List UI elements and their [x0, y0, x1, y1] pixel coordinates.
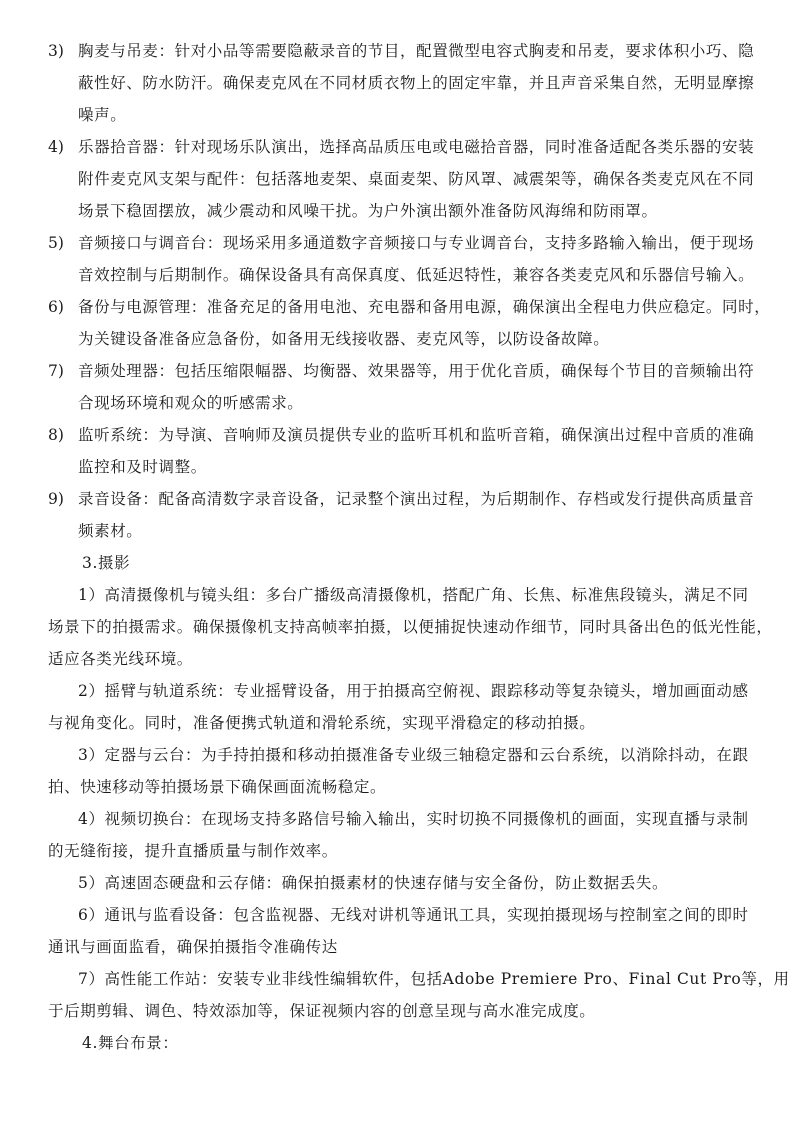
photography-paragraph [0, 803, 793, 867]
list-number: 3) [48, 42, 64, 60]
text-line: 6）通讯与监看设备：包含监视器、无线对讲机等通讯工具，实现拍摄现场与控制室之间的即时 [78, 906, 749, 924]
text-line: 场景下的拍摄需求。确保摄像机支持高帧率拍摄，以便捕捉快速动作细节，同时具备出色的低光性能， [48, 618, 773, 636]
heading-text: 3.摄影 [82, 554, 131, 572]
list-number: 6) [48, 298, 64, 316]
audio-list-item [0, 35, 793, 131]
text-line: 4）视频切换台：在现场支持多路信号输入输出，实时切换不同摄像机的画面，实现直播与录制 [78, 810, 749, 828]
text-line: 蔽性好、防水防汗。确保麦克风在不同材质衣物上的固定牢靠，并且声音采集自然，无明显摩擦 [78, 74, 755, 92]
text-line: 音效控制与后期制作。确保设备具有高保真度、低延迟特性，兼容各类麦克风和乐器信号输入。 [78, 266, 755, 284]
photography-paragraph [0, 899, 793, 963]
audio-list-item [0, 483, 793, 547]
text-line: 频素材。 [78, 522, 143, 540]
document-page [0, 35, 793, 1059]
photography-paragraph [0, 739, 793, 803]
section-heading-stage [0, 1027, 793, 1059]
text-line: 于后期剪辑、调色、特效添加等，保证视频内容的创意呈现与高水准完成度。 [48, 1002, 596, 1020]
section-heading-photography [0, 547, 793, 579]
text-line: 胸麦与吊麦：针对小品等需要隐蔽录音的节目，配置微型电容式胸麦和吊麦，要求体积小巧、隐 [78, 42, 755, 60]
text-line: 合现场环境和观众的听感需求。 [78, 394, 304, 412]
audio-list-item [0, 227, 793, 291]
text-line: 音频接口与调音台：现场采用多通道数字音频接口与专业调音台，支持多路输入输出，便于现场 [78, 234, 755, 252]
audio-list-item [0, 419, 793, 483]
text-line: 为关键设备准备应急备份，如备用无线接收器、麦克风等，以防设备故障。 [78, 330, 610, 348]
text-line: 适应各类光线环境。 [48, 650, 193, 668]
heading-text: 4.舞台布景： [82, 1034, 179, 1052]
photography-paragraph [0, 963, 793, 1027]
list-number: 5) [48, 234, 64, 252]
text-line: 3）定器与云台：为手持拍摄和移动拍摄准备专业级三轴稳定器和云台系统，以消除抖动，在跟 [78, 746, 749, 764]
text-line: 音频处理器：包括压缩限幅器、均衡器、效果器等，用于优化音质，确保每个节目的音频输出符 [78, 362, 755, 380]
text-line: 噪声。 [78, 106, 127, 124]
photography-paragraph [0, 867, 793, 899]
text-line: 场景下稳固摆放，减少震动和风噪干扰。为户外演出额外准备防风海绵和防雨罩。 [78, 202, 658, 220]
list-number: 4) [48, 138, 64, 156]
photography-paragraph [0, 579, 793, 675]
text-line: 的无缝衔接，提升直播质量与制作效率。 [48, 842, 338, 860]
text-line: 2）摇臂与轨道系统：专业摇臂设备，用于拍摄高空俯视、跟踪移动等复杂镜头，增加画面动感 [78, 682, 749, 700]
list-number: 8) [48, 426, 64, 444]
audio-list-item [0, 355, 793, 419]
list-number: 9) [48, 490, 64, 508]
text-line: 1）高清摄像机与镜头组：多台广播级高清摄像机，搭配广角、长焦、标准焦段镜头，满足不同 [78, 586, 749, 604]
text-line: 与视角变化。同时，准备便携式轨道和滑轮系统，实现平滑稳定的移动拍摄。 [48, 714, 596, 732]
text-line: 拍、快速移动等拍摄场景下确保画面流畅稳定。 [48, 778, 387, 796]
text-line: 备份与电源管理：准备充足的备用电池、充电器和备用电源，确保演出全程电力供应稳定。同时， [78, 298, 771, 316]
text-line: 附件麦克风支架与配件：包括落地麦架、桌面麦架、防风罩、减震架等，确保各类麦克风在不同 [78, 170, 755, 188]
text-line: 通讯与画面监看，确保拍摄指令准确传达 [48, 938, 338, 956]
text-line: 监控和及时调整。 [78, 458, 207, 476]
list-number: 7) [48, 362, 64, 380]
photography-paragraph [0, 675, 793, 739]
text-line: 7）高性能工作站：安装专业非线性编辑软件，包括Adobe Premiere Pro、Final Cut Pro等，用 [78, 970, 790, 988]
text-line: 录音设备：配备高清数字录音设备，记录整个演出过程，为后期制作、存档或发行提供高质量音 [78, 490, 755, 508]
audio-list-item [0, 291, 793, 355]
text-line: 5）高速固态硬盘和云存储：确保拍摄素材的快速存储与安全备份，防止数据丢失。 [78, 874, 669, 892]
text-line: 监听系统：为导演、音响师及演员提供专业的监听耳机和监听音箱，确保演出过程中音质的准确 [78, 426, 755, 444]
audio-list-item [0, 131, 793, 227]
text-line: 乐器拾音器：针对现场乐队演出，选择高品质压电或电磁拾音器，同时准备适配各类乐器的安装 [78, 138, 755, 156]
